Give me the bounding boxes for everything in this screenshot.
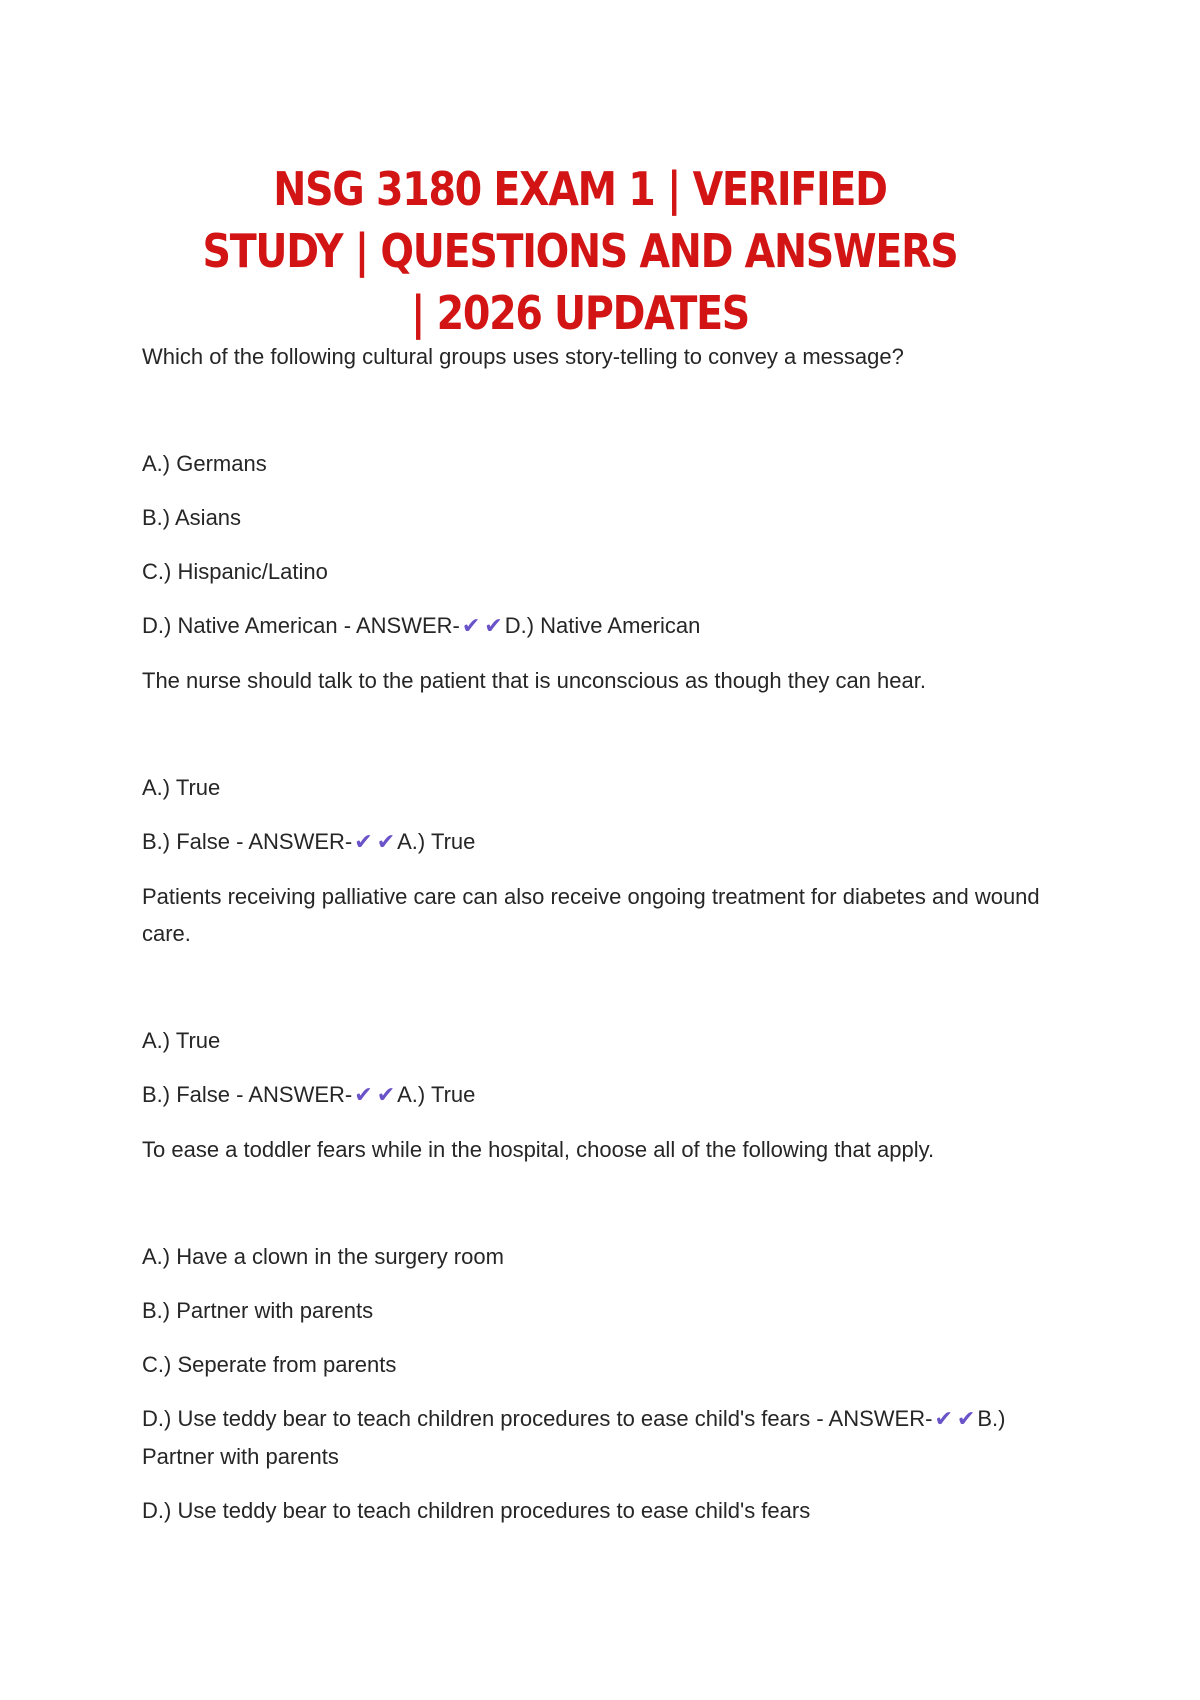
question-3-option-a: A.) True <box>142 1028 221 1053</box>
check-icon: ✔ <box>354 830 373 855</box>
question-3-answer-prefix: B.) False - ANSWER- <box>142 1082 353 1107</box>
question-4-option-b: B.) Partner with parents <box>142 1298 374 1323</box>
check-icon: ✔ <box>376 1083 396 1108</box>
document-title: NSG 3180 EXAM 1 | VERIFIED STUDY | QUESTIONS AND ANSWERS | 2026 UPDATES <box>202 162 958 340</box>
question-3-text: Patients receiving palliative care can also receive ongoing treatment for diabetes and wound care. <box>142 884 1040 946</box>
question-1-text: Which of the following cultural groups uses story-telling to convey a message? <box>142 344 904 369</box>
question-2-answer-prefix: B.) False - ANSWER- <box>142 829 353 854</box>
check-icon: ✔ <box>376 830 396 855</box>
question-1-option-b: B.) Asians <box>142 505 242 530</box>
question-3-answer-text: A.) True <box>397 1082 476 1107</box>
question-1-answer-prefix: D.) Native American - ANSWER- <box>142 613 460 638</box>
question-2-option-a: A.) True <box>142 775 221 800</box>
question-4-answer-text: B.) Partner with parents <box>142 1406 1006 1469</box>
document-body <box>142 338 1042 1546</box>
check-icon: ✔ <box>484 614 503 639</box>
check-icon: ✔ <box>956 1407 976 1432</box>
question-1-option-c: C.) Hispanic/Latino <box>142 559 328 584</box>
question-4-text: To ease a toddler fears while in the hospital, choose all of the following that apply. <box>142 1137 935 1162</box>
question-1-answer-text: D.) Native American <box>504 613 701 638</box>
question-4-answer-text-2: D.) Use teddy bear to teach children procedures to ease child's fears <box>142 1498 811 1523</box>
question-3-answer-line <box>142 1076 1042 1114</box>
check-icon: ✔ <box>934 1407 953 1432</box>
question-1-answer-line <box>142 607 1042 645</box>
question-2-text: The nurse should talk to the patient that is unconscious as though they can hear. <box>142 668 926 693</box>
check-icon: ✔ <box>354 1083 373 1108</box>
question-2-answer-line <box>142 823 1042 861</box>
question-1-option-a: A.) Germans <box>142 451 267 476</box>
question-4-option-a: A.) Have a clown in the surgery room <box>142 1244 504 1269</box>
check-icon: ✔ <box>461 614 481 639</box>
question-2-answer-text: A.) True <box>397 829 476 854</box>
question-4-option-c: C.) Seperate from parents <box>142 1352 397 1377</box>
question-4-answer-prefix: D.) Use teddy bear to teach children procedures to ease child's fears - ANSWER- <box>142 1406 933 1431</box>
question-4-answer-line <box>142 1400 1042 1475</box>
